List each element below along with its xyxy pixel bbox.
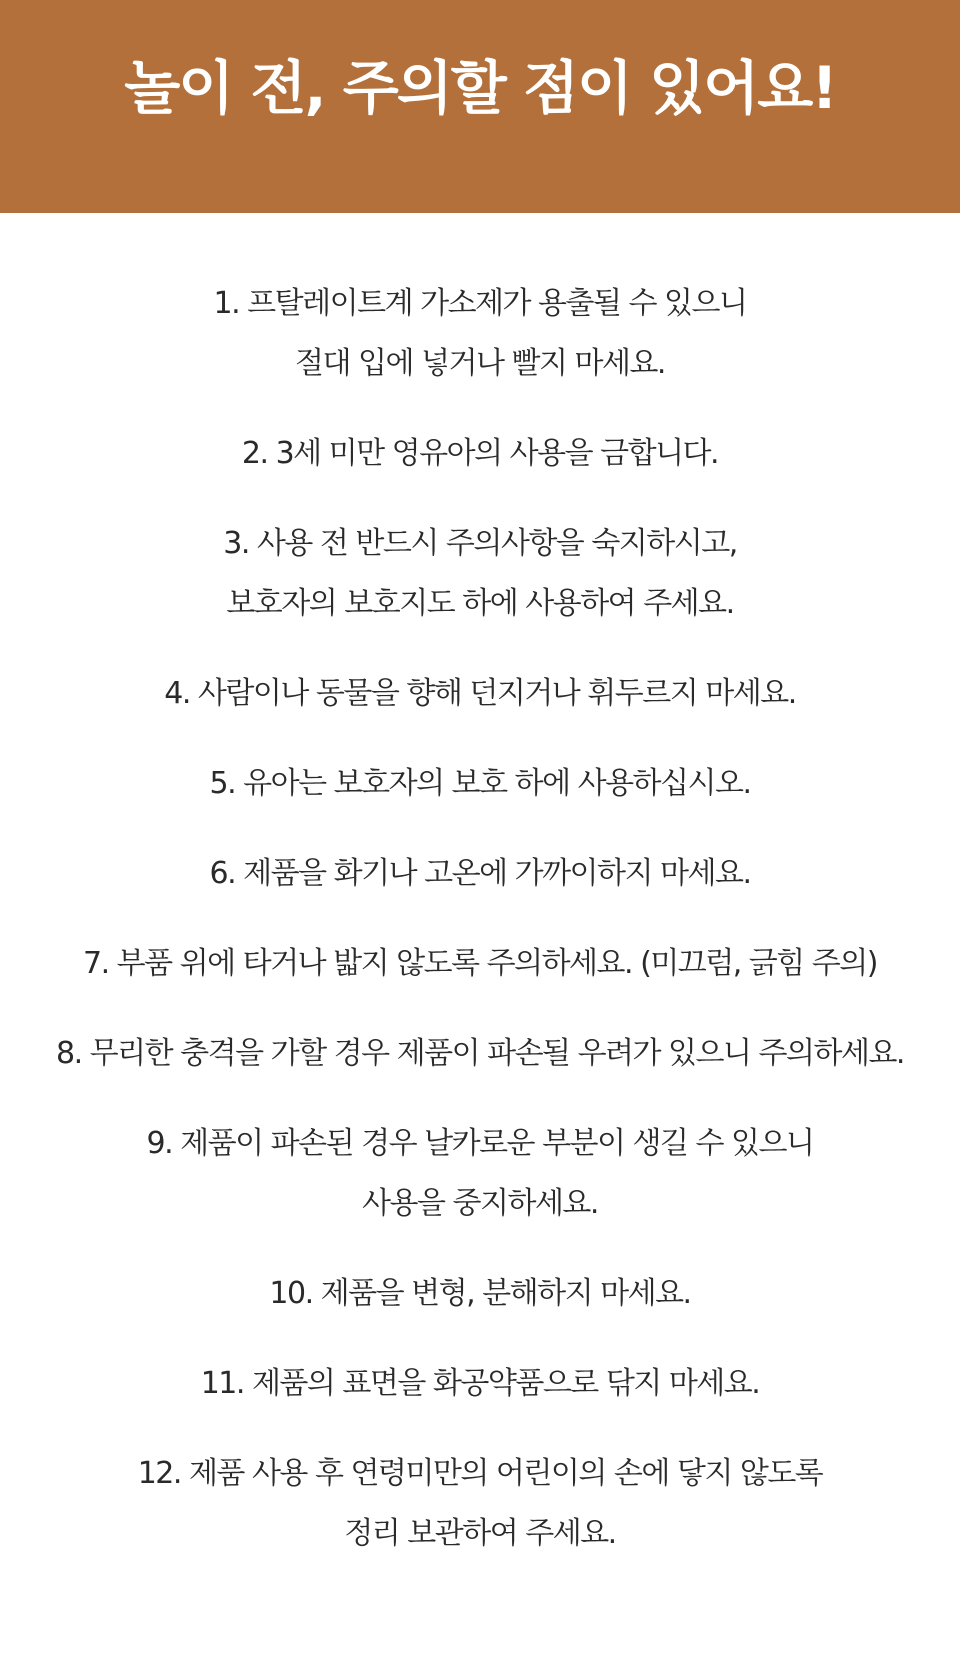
caution-item-12-line-1: 12. 제품 사용 후 연령미만의 어린이의 손에 닿지 않도록 bbox=[137, 1456, 823, 1491]
caution-item-6-line-1: 6. 제품을 화기나 고온에 가까이하지 마세요. bbox=[209, 856, 751, 891]
caution-item-4-line-1: 4. 사람이나 동물을 향해 던지거나 휘두르지 마세요. bbox=[164, 676, 796, 711]
page-title: 놀이 전, 주의할 점이 있어요! bbox=[124, 54, 836, 123]
caution-item-1-line-2: 절대 입에 넣거나 빨지 마세요. bbox=[295, 346, 665, 381]
caution-item-10 bbox=[0, 1264, 960, 1324]
caution-item-11-line-1: 11. 제품의 표면을 화공약품으로 닦지 마세요. bbox=[200, 1366, 760, 1401]
caution-item-2-line-1: 2. 3세 미만 영유아의 사용을 금합니다. bbox=[241, 436, 719, 471]
caution-item-12 bbox=[0, 1444, 960, 1564]
caution-item-6 bbox=[0, 844, 960, 904]
caution-item-9-line-1: 9. 제품이 파손된 경우 날카로운 부분이 생길 수 있으니 bbox=[146, 1126, 814, 1161]
caution-item-3 bbox=[0, 514, 960, 634]
caution-item-5 bbox=[0, 754, 960, 814]
caution-item-12-line-2: 정리 보관하여 주세요. bbox=[344, 1516, 616, 1551]
caution-item-8 bbox=[0, 1024, 960, 1084]
caution-item-3-line-1: 3. 사용 전 반드시 주의사항을 숙지하시고, bbox=[223, 526, 737, 561]
caution-item-10-line-1: 10. 제품을 변형, 분해하지 마세요. bbox=[269, 1276, 691, 1311]
caution-item-1 bbox=[0, 274, 960, 394]
caution-item-7 bbox=[0, 934, 960, 994]
caution-item-11 bbox=[0, 1354, 960, 1414]
caution-item-7-line-1: 7. 부품 위에 타거나 밟지 않도록 주의하세요. (미끄럼, 긁힘 주의) bbox=[83, 946, 877, 981]
caution-item-9-line-2: 사용을 중지하세요. bbox=[362, 1186, 598, 1221]
caution-item-4 bbox=[0, 664, 960, 724]
header-banner bbox=[0, 0, 960, 213]
caution-item-8-line-1: 8. 무리한 충격을 가할 경우 제품이 파손될 우려가 있으니 주의하세요. bbox=[56, 1036, 904, 1071]
caution-item-5-line-1: 5. 유아는 보호자의 보호 하에 사용하십시오. bbox=[209, 766, 751, 801]
caution-item-1-line-1: 1. 프탈레이트계 가소제가 용출될 수 있으니 bbox=[213, 286, 747, 321]
caution-item-9 bbox=[0, 1114, 960, 1234]
caution-item-2 bbox=[0, 424, 960, 484]
caution-item-3-line-2: 보호자의 보호지도 하에 사용하여 주세요. bbox=[226, 586, 734, 621]
